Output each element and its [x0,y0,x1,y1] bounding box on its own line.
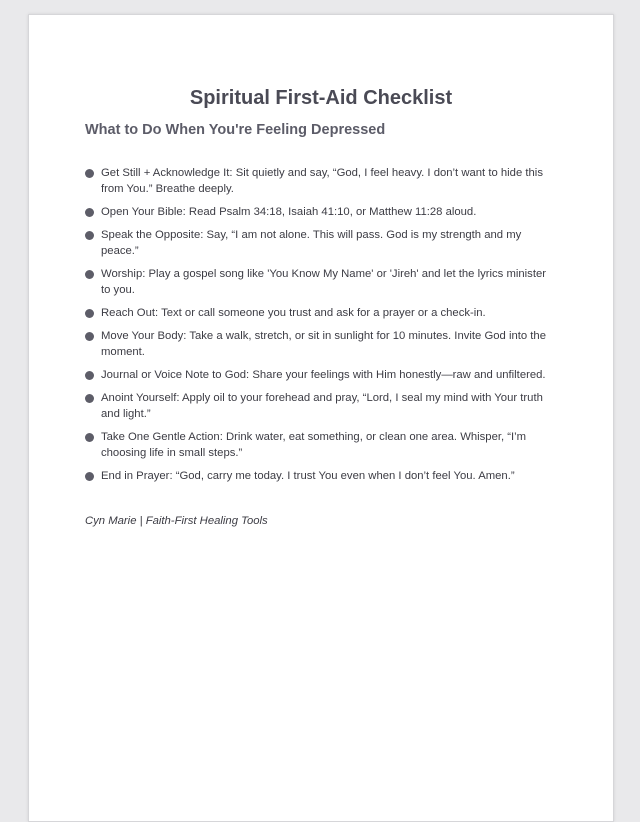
checklist-item-text: Anoint Yourself: Apply oil to your forehead and pray, “Lord, I seal my mind with Your truth and light.” [101,392,543,420]
checklist-item-text: Worship: Play a gospel song like 'You Know My Name' or 'Jireh' and let the lyrics minister to you. [101,268,547,296]
bullet-icon [85,208,94,217]
bullet-icon [85,472,94,481]
bullet-icon [85,309,94,318]
bullet-icon [85,371,94,380]
checklist-item-text: Get Still + Acknowledge It: Sit quietly and say, “God, I feel heavy. I don’t want to hide this from You.” Breathe deeply. [101,167,543,195]
signature: Cyn Marie | Faith-First Healing Tools [85,515,268,527]
page-title: Spiritual First-Aid Checklist [189,87,453,109]
checklist-item [85,204,555,220]
checklist-item [85,390,555,422]
checklist [85,165,555,491]
checklist-item [85,266,555,298]
checklist-item-text: Speak the Opposite: Say, “I am not alone. This will pass. God is my strength and my peace.” [101,229,522,257]
bullet-icon [85,270,94,279]
checklist-item [85,227,555,259]
checklist-item-text: Move Your Body: Take a walk, stretch, or sit in sunlight for 10 minutes. Invite God into the moment. [101,330,546,358]
document-page [28,14,614,822]
checklist-item [85,367,555,383]
page-subtitle: What to Do When You're Feeling Depressed [85,122,386,138]
checklist-item-text: Reach Out: Text or call someone you trust and ask for a prayer or a check-in. [101,307,486,319]
checklist-item [85,165,555,197]
bullet-icon [85,332,94,341]
checklist-item [85,328,555,360]
checklist-item [85,429,555,461]
bullet-icon [85,433,94,442]
checklist-item-text: End in Prayer: “God, carry me today. I trust You even when I don’t feel You. Amen.” [101,470,515,482]
checklist-item-text: Take One Gentle Action: Drink water, eat something, or clean one area. Whisper, “I’m choosing life in small steps.” [101,431,527,459]
bullet-icon [85,231,94,240]
checklist-item-text: Open Your Bible: Read Psalm 34:18, Isaiah 41:10, or Matthew 11:28 aloud. [101,206,477,218]
checklist-item-text: Journal or Voice Note to God: Share your feelings with Him honestly—raw and unfiltered. [101,369,546,381]
bullet-icon [85,169,94,178]
checklist-item [85,305,555,321]
bullet-icon [85,394,94,403]
checklist-item [85,468,555,484]
